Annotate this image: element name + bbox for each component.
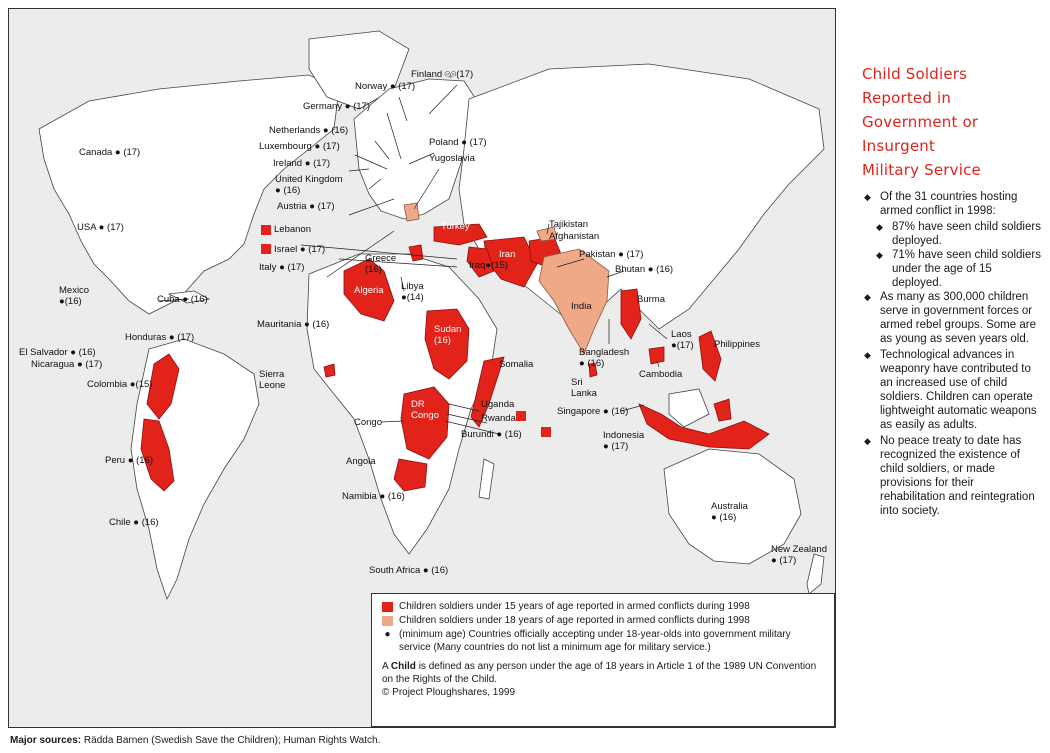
label-greece: Greece (16) bbox=[365, 253, 397, 275]
label-colombia: Colombia ●(15) bbox=[87, 379, 153, 390]
fact-item: ◆ Of the 31 countries hosting armed conflict in 1998: bbox=[862, 190, 1042, 218]
label-yugoslavia: Yugoslavia bbox=[429, 153, 475, 164]
label-pakistan: Pakistan ● (17) bbox=[579, 249, 644, 260]
label-afghanistan: Afghanistan bbox=[549, 231, 600, 242]
label-netherlands: Netherlands ● (16) bbox=[269, 125, 349, 136]
label-burma: Burma bbox=[637, 294, 665, 305]
label-sudan: Sudan (16) bbox=[434, 324, 462, 346]
label-srilanka: Sri Lanka bbox=[571, 377, 597, 399]
legend-copyright: © Project Ploughshares, 1999 bbox=[382, 687, 516, 698]
legend-row-under15 bbox=[382, 600, 824, 613]
label-namibia: Namibia ● (16) bbox=[342, 491, 405, 502]
legend-row-min-age bbox=[382, 628, 824, 654]
label-luxembourg: Luxembourg ● (17) bbox=[259, 141, 340, 152]
label-angola: Angola bbox=[346, 456, 376, 467]
legend-min-age-text: (minimum age) Countries officially accepting under 18-year-olds into government military service (Many countries do not list a minimum age for military service.) bbox=[399, 629, 791, 653]
label-israel: Israel ● (17) bbox=[274, 244, 326, 255]
label-cambodia: Cambodia bbox=[639, 369, 683, 380]
red-swatch bbox=[382, 602, 393, 612]
label-singapore: Singapore ● (16) bbox=[557, 406, 629, 417]
borneo-landmass bbox=[669, 389, 709, 427]
legend-row-under18 bbox=[382, 614, 824, 627]
label-cuba: Cuba ● (16) bbox=[157, 294, 208, 305]
label-peru: Peru ● (16) bbox=[105, 455, 154, 466]
fact-subitem: ◆ 87% have seen child soldiers deployed. bbox=[874, 220, 1042, 248]
label-uk: United Kingdom ● (16) bbox=[275, 174, 343, 196]
child-soldier-figure-icon: ● bbox=[384, 629, 391, 640]
tan-swatch bbox=[382, 616, 393, 626]
label-bangladesh: Bangladesh ● (16) bbox=[579, 347, 630, 369]
label-somalia: Somalia bbox=[499, 359, 534, 370]
label-mexico: Mexico ●(16) bbox=[59, 285, 90, 307]
yugoslavia-shape bbox=[404, 203, 419, 221]
sulawesi-shape bbox=[714, 399, 731, 421]
world-map bbox=[8, 8, 836, 728]
label-norway: Norway ● (17) bbox=[355, 81, 416, 92]
asia-landmass bbox=[459, 64, 824, 329]
facts-list bbox=[862, 190, 1042, 520]
madagascar-landmass bbox=[479, 459, 494, 499]
label-italy: Italy ● (17) bbox=[259, 262, 305, 273]
label-australia: Australia ● (16) bbox=[711, 501, 748, 523]
label-usa: USA ● (17) bbox=[77, 222, 124, 233]
label-poland: Poland ● (17) bbox=[429, 137, 487, 148]
legend-under15-text: Children soldiers under 15 years of age reported in armed conflicts during 1998 bbox=[399, 601, 750, 612]
lebanon-marker bbox=[261, 225, 271, 235]
label-germany: Germany ● (17) bbox=[303, 101, 371, 112]
label-uganda: Uganda bbox=[481, 399, 515, 410]
label-honduras: Honduras ● (17) bbox=[125, 332, 195, 343]
label-iraq: Iraq●(15) bbox=[469, 260, 509, 271]
label-iran: Iran bbox=[499, 249, 516, 260]
label-mauritania: Mauritania ● (16) bbox=[257, 319, 330, 330]
label-indonesia: Indonesia ● (17) bbox=[603, 430, 645, 452]
label-philippines: Philippines bbox=[714, 339, 760, 350]
label-india: India bbox=[571, 301, 592, 312]
legend-definition: A Child is defined as any person under the age of 18 years in Article 1 of the 1989 UN Convention on the Rights of the Child. bbox=[382, 661, 817, 685]
fact-item: ◆ No peace treaty to date has recognized the existence of child soldiers, or made provisions for their rehabilitation and reintegration into society. bbox=[862, 434, 1042, 518]
label-burundi: Burundi ● (16) bbox=[461, 429, 522, 440]
label-algeria: Algeria bbox=[354, 285, 384, 296]
label-nicaragua: Nicaragua ● (17) bbox=[31, 359, 103, 370]
page-title: Child Soldiers Reported in Government or Insurgent Military Service bbox=[862, 65, 981, 179]
label-austria: Austria ● (17) bbox=[277, 201, 335, 212]
label-finland: Finland 👫︎(17) bbox=[411, 69, 474, 80]
label-tajikistan: Tajikistan bbox=[549, 219, 589, 230]
sources-note: Major sources: Rädda Barnen (Swedish Save the Children); Human Rights Watch. bbox=[10, 735, 381, 746]
label-lebanon: Lebanon bbox=[274, 224, 311, 235]
legend-under18-text: Children soldiers under 18 years of age reported in armed conflicts during 1998 bbox=[399, 615, 750, 626]
label-rwanda: Rwanda bbox=[481, 413, 516, 424]
label-libya: Libya ●(14) bbox=[401, 281, 424, 303]
cambodia-shape bbox=[649, 347, 664, 364]
label-bhutan: Bhutan ● (16) bbox=[615, 264, 674, 275]
label-laos: Laos ●(17) bbox=[671, 329, 694, 351]
israel-marker bbox=[261, 244, 271, 254]
fact-subitem: ◆ 71% have seen child soldiers under the age of 15 deployed. bbox=[874, 248, 1042, 290]
map-legend bbox=[371, 593, 835, 727]
label-southafrica: South Africa ● (16) bbox=[369, 565, 449, 576]
label-sierraleone: Sierra Leone bbox=[259, 369, 286, 391]
label-congo: Congo bbox=[354, 417, 382, 428]
rwanda-marker bbox=[516, 411, 526, 421]
burundi-marker bbox=[541, 427, 551, 437]
label-drcongo: DR Congo bbox=[411, 399, 439, 421]
fact-item: ◆ Technological advances in weaponry have contributed to an increased use of child soldiers. Children can operate lightweight automatic weapons as easily as adults. bbox=[862, 348, 1042, 432]
label-newzealand: New Zealand ● (17) bbox=[771, 544, 827, 566]
label-chile: Chile ● (16) bbox=[109, 517, 159, 528]
label-turkey: Turkey bbox=[441, 221, 470, 232]
label-canada: Canada ● (17) bbox=[79, 147, 141, 158]
fact-item: ◆ As many as 300,000 children serve in government forces or armed rebel groups. Some are as young as seven years old. bbox=[862, 290, 1042, 346]
label-ireland: Ireland ● (17) bbox=[273, 158, 330, 169]
label-elsalvador: El Salvador ● (16) bbox=[19, 347, 96, 358]
